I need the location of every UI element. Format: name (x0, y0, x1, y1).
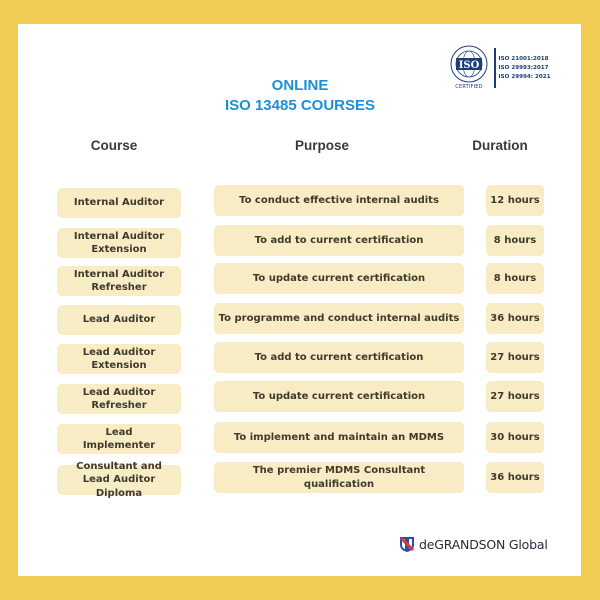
brand-logo (399, 536, 548, 553)
course-name: Lead Auditor (82, 346, 156, 358)
duration-cell: 27 hours (486, 342, 544, 373)
course-name: Consultant and (76, 460, 162, 472)
course-name: Lead Auditor (82, 314, 156, 326)
page-title (0, 76, 600, 116)
course-cell (57, 228, 181, 258)
course-cell (57, 424, 181, 454)
course-cell (57, 266, 181, 296)
duration-cell: 27 hours (486, 381, 544, 412)
course-name: Internal Auditor (73, 268, 165, 280)
column-header-purpose: Purpose (294, 138, 349, 153)
course-name: Lead Auditor (82, 386, 156, 398)
course-name-line2: Lead Auditor Diploma (82, 474, 156, 499)
purpose-cell: To conduct effective internal audits (214, 185, 464, 216)
course-name: Internal Auditor (73, 230, 165, 242)
purpose-cell: To implement and maintain an MDMS (214, 422, 464, 453)
course-name-line2: Refresher (91, 282, 147, 293)
title-line-1: ONLINE (271, 77, 329, 94)
course-name: Internal Auditor (73, 197, 165, 209)
purpose-cell: To programme and conduct internal audits (214, 303, 464, 334)
course-cell (57, 344, 181, 374)
purpose-cell: To add to current certification (214, 342, 464, 373)
course-name-line2: Extension (91, 360, 147, 371)
duration-cell: 36 hours (486, 303, 544, 334)
title-line-2: ISO 13485 COURSES (224, 97, 376, 114)
svg-text:ISO: ISO (458, 60, 480, 71)
purpose-cell: The premier MDMS Consultant qualification (214, 462, 464, 493)
purpose-cell: To update current certification (214, 381, 464, 412)
course-cell (57, 460, 181, 499)
brand-name: deGRANDSON Global (419, 537, 548, 552)
duration-cell: 36 hours (486, 462, 544, 493)
purpose-cell: To add to current certification (214, 225, 464, 256)
duration-cell: 12 hours (486, 185, 544, 216)
iso-standard: ISO 29994: 2021 (498, 74, 551, 80)
course-name-line2: Refresher (91, 400, 147, 411)
course-cell (57, 305, 181, 335)
course-cell (57, 188, 181, 218)
course-name-line2: Implementer (82, 440, 156, 451)
course-name: Lead (105, 426, 133, 438)
iso-standard: ISO 21001:2018 (498, 56, 549, 62)
duration-cell: 30 hours (486, 422, 544, 453)
shield-logo-icon (399, 536, 415, 553)
purpose-cell: To update current certification (214, 263, 464, 294)
column-header-duration: Duration (472, 138, 528, 153)
iso-standard: ISO 29993:2017 (498, 65, 549, 71)
column-header-course: Course (90, 138, 138, 153)
duration-cell: 8 hours (486, 263, 544, 294)
course-cell (57, 384, 181, 414)
course-name-line2: Extension (91, 244, 147, 255)
iso-certified-label: CERTIFIED (455, 84, 483, 90)
duration-cell: 8 hours (486, 225, 544, 256)
